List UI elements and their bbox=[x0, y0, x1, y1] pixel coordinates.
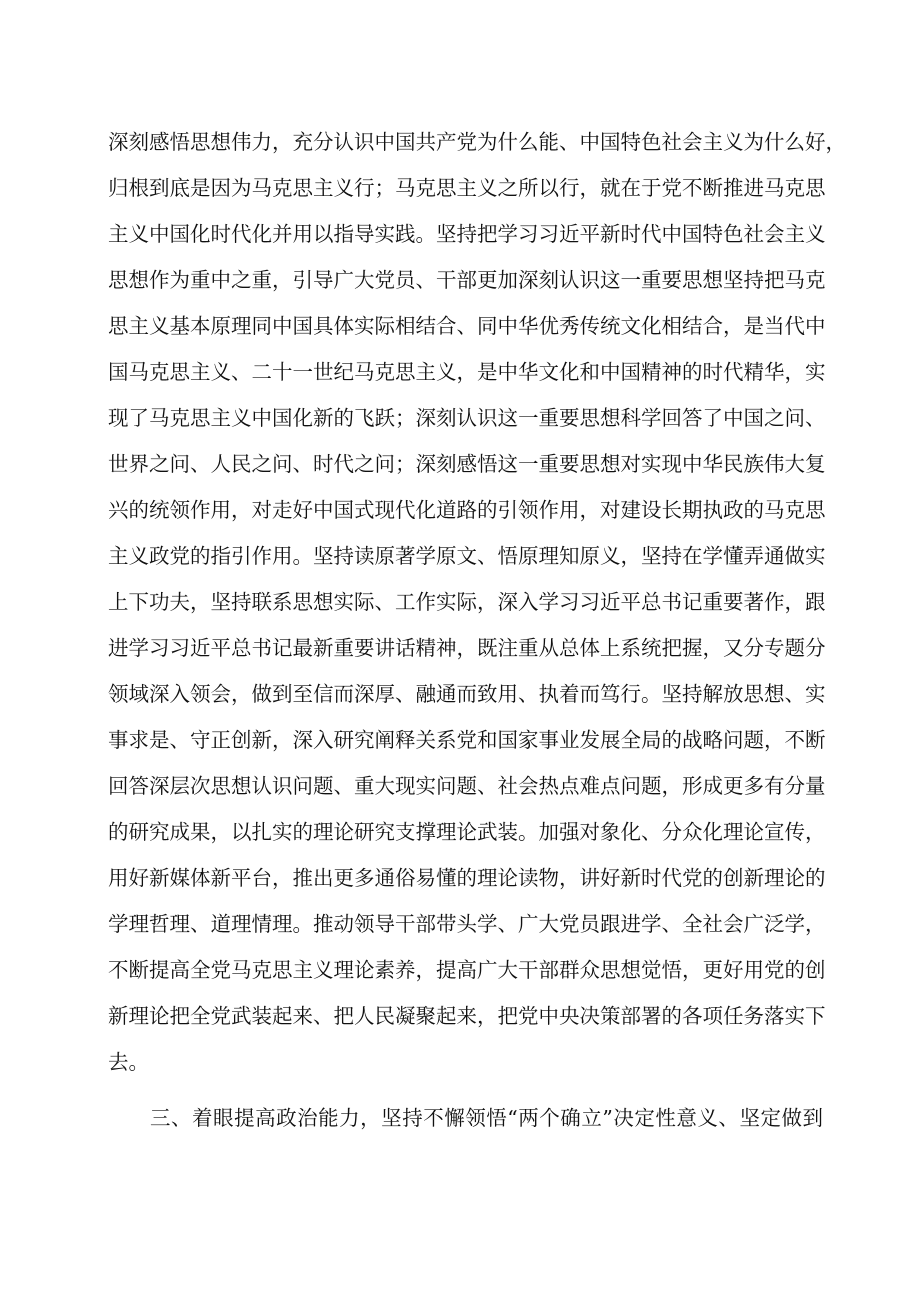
body-text-line: 兴的统领作用，对走好中国式现代化道路的引领作用，对建设长期执政的马克思 bbox=[108, 498, 826, 522]
body-text-line: 回答深层次思想认识问题、重大现实问题、社会热点难点问题，形成更多有分量 bbox=[108, 774, 826, 798]
body-text-line: 不断提高全党马克思主义理论素养，提高广大干部群众思想觉悟，更好用党的创 bbox=[108, 958, 826, 982]
body-text-line: 思想作为重中之重，引导广大党员、干部更加深刻认识这一重要思想坚持把马克 bbox=[108, 268, 826, 292]
body-text-line: 现了马克思主义中国化新的飞跃；深刻认识这一重要思想科学回答了中国之问、 bbox=[108, 406, 826, 430]
body-text-line: 领域深入领会，做到至信而深厚、融通而致用、执着而笃行。坚持解放思想、实 bbox=[108, 682, 826, 706]
body-text-line: 学理哲理、道理情理。推动领导干部带头学、广大党员跟进学、全社会广泛学， bbox=[108, 912, 826, 936]
body-text-line: 国马克思主义、二十一世纪马克思主义，是中华文化和中国精神的时代精华，实 bbox=[108, 360, 826, 384]
section-heading-line: 三、着眼提高政治能力，坚持不懈领悟“两个确立”决定性意义、坚定做到 bbox=[150, 1106, 823, 1130]
body-text-line: 归根到底是因为马克思主义行；马克思主义之所以行，就在于党不断推进马克思 bbox=[108, 176, 826, 200]
body-text-line: 世界之问、人民之问、时代之问；深刻感悟这一重要思想对实现中华民族伟大复 bbox=[108, 452, 826, 476]
body-text-line-last: 去。 bbox=[108, 1050, 149, 1074]
body-text-line: 思主义基本原理同中国具体实际相结合、同中华优秀传统文化相结合，是当代中 bbox=[108, 314, 826, 338]
body-text-line: 主义政党的指引作用。坚持读原著学原文、悟原理知原义，坚持在学懂弄通做实 bbox=[108, 544, 826, 568]
body-text-line: 上下功夫，坚持联系思想实际、工作实际，深入学习习近平总书记重要著作，跟 bbox=[108, 590, 826, 614]
body-text-line: 的研究成果，以扎实的理论研究支撑理论武装。加强对象化、分众化理论宣传， bbox=[108, 820, 826, 844]
body-text-line: 深刻感悟思想伟力，充分认识中国共产党为什么能、中国特色社会主义为什么好， bbox=[108, 130, 846, 154]
body-text-line: 主义中国化时代化并用以指导实践。坚持把学习习近平新时代中国特色社会主义 bbox=[108, 222, 826, 246]
body-text-line: 用好新媒体新平台，推出更多通俗易懂的理论读物，讲好新时代党的创新理论的 bbox=[108, 866, 826, 890]
body-text-line: 事求是、守正创新，深入研究阐释关系党和国家事业发展全局的战略问题，不断 bbox=[108, 728, 826, 752]
body-text-line: 进学习习近平总书记最新重要讲话精神，既注重从总体上系统把握，又分专题分 bbox=[108, 636, 826, 660]
body-text-line: 新理论把全党武装起来、把人民凝聚起来，把党中央决策部署的各项任务落实下 bbox=[108, 1004, 826, 1028]
